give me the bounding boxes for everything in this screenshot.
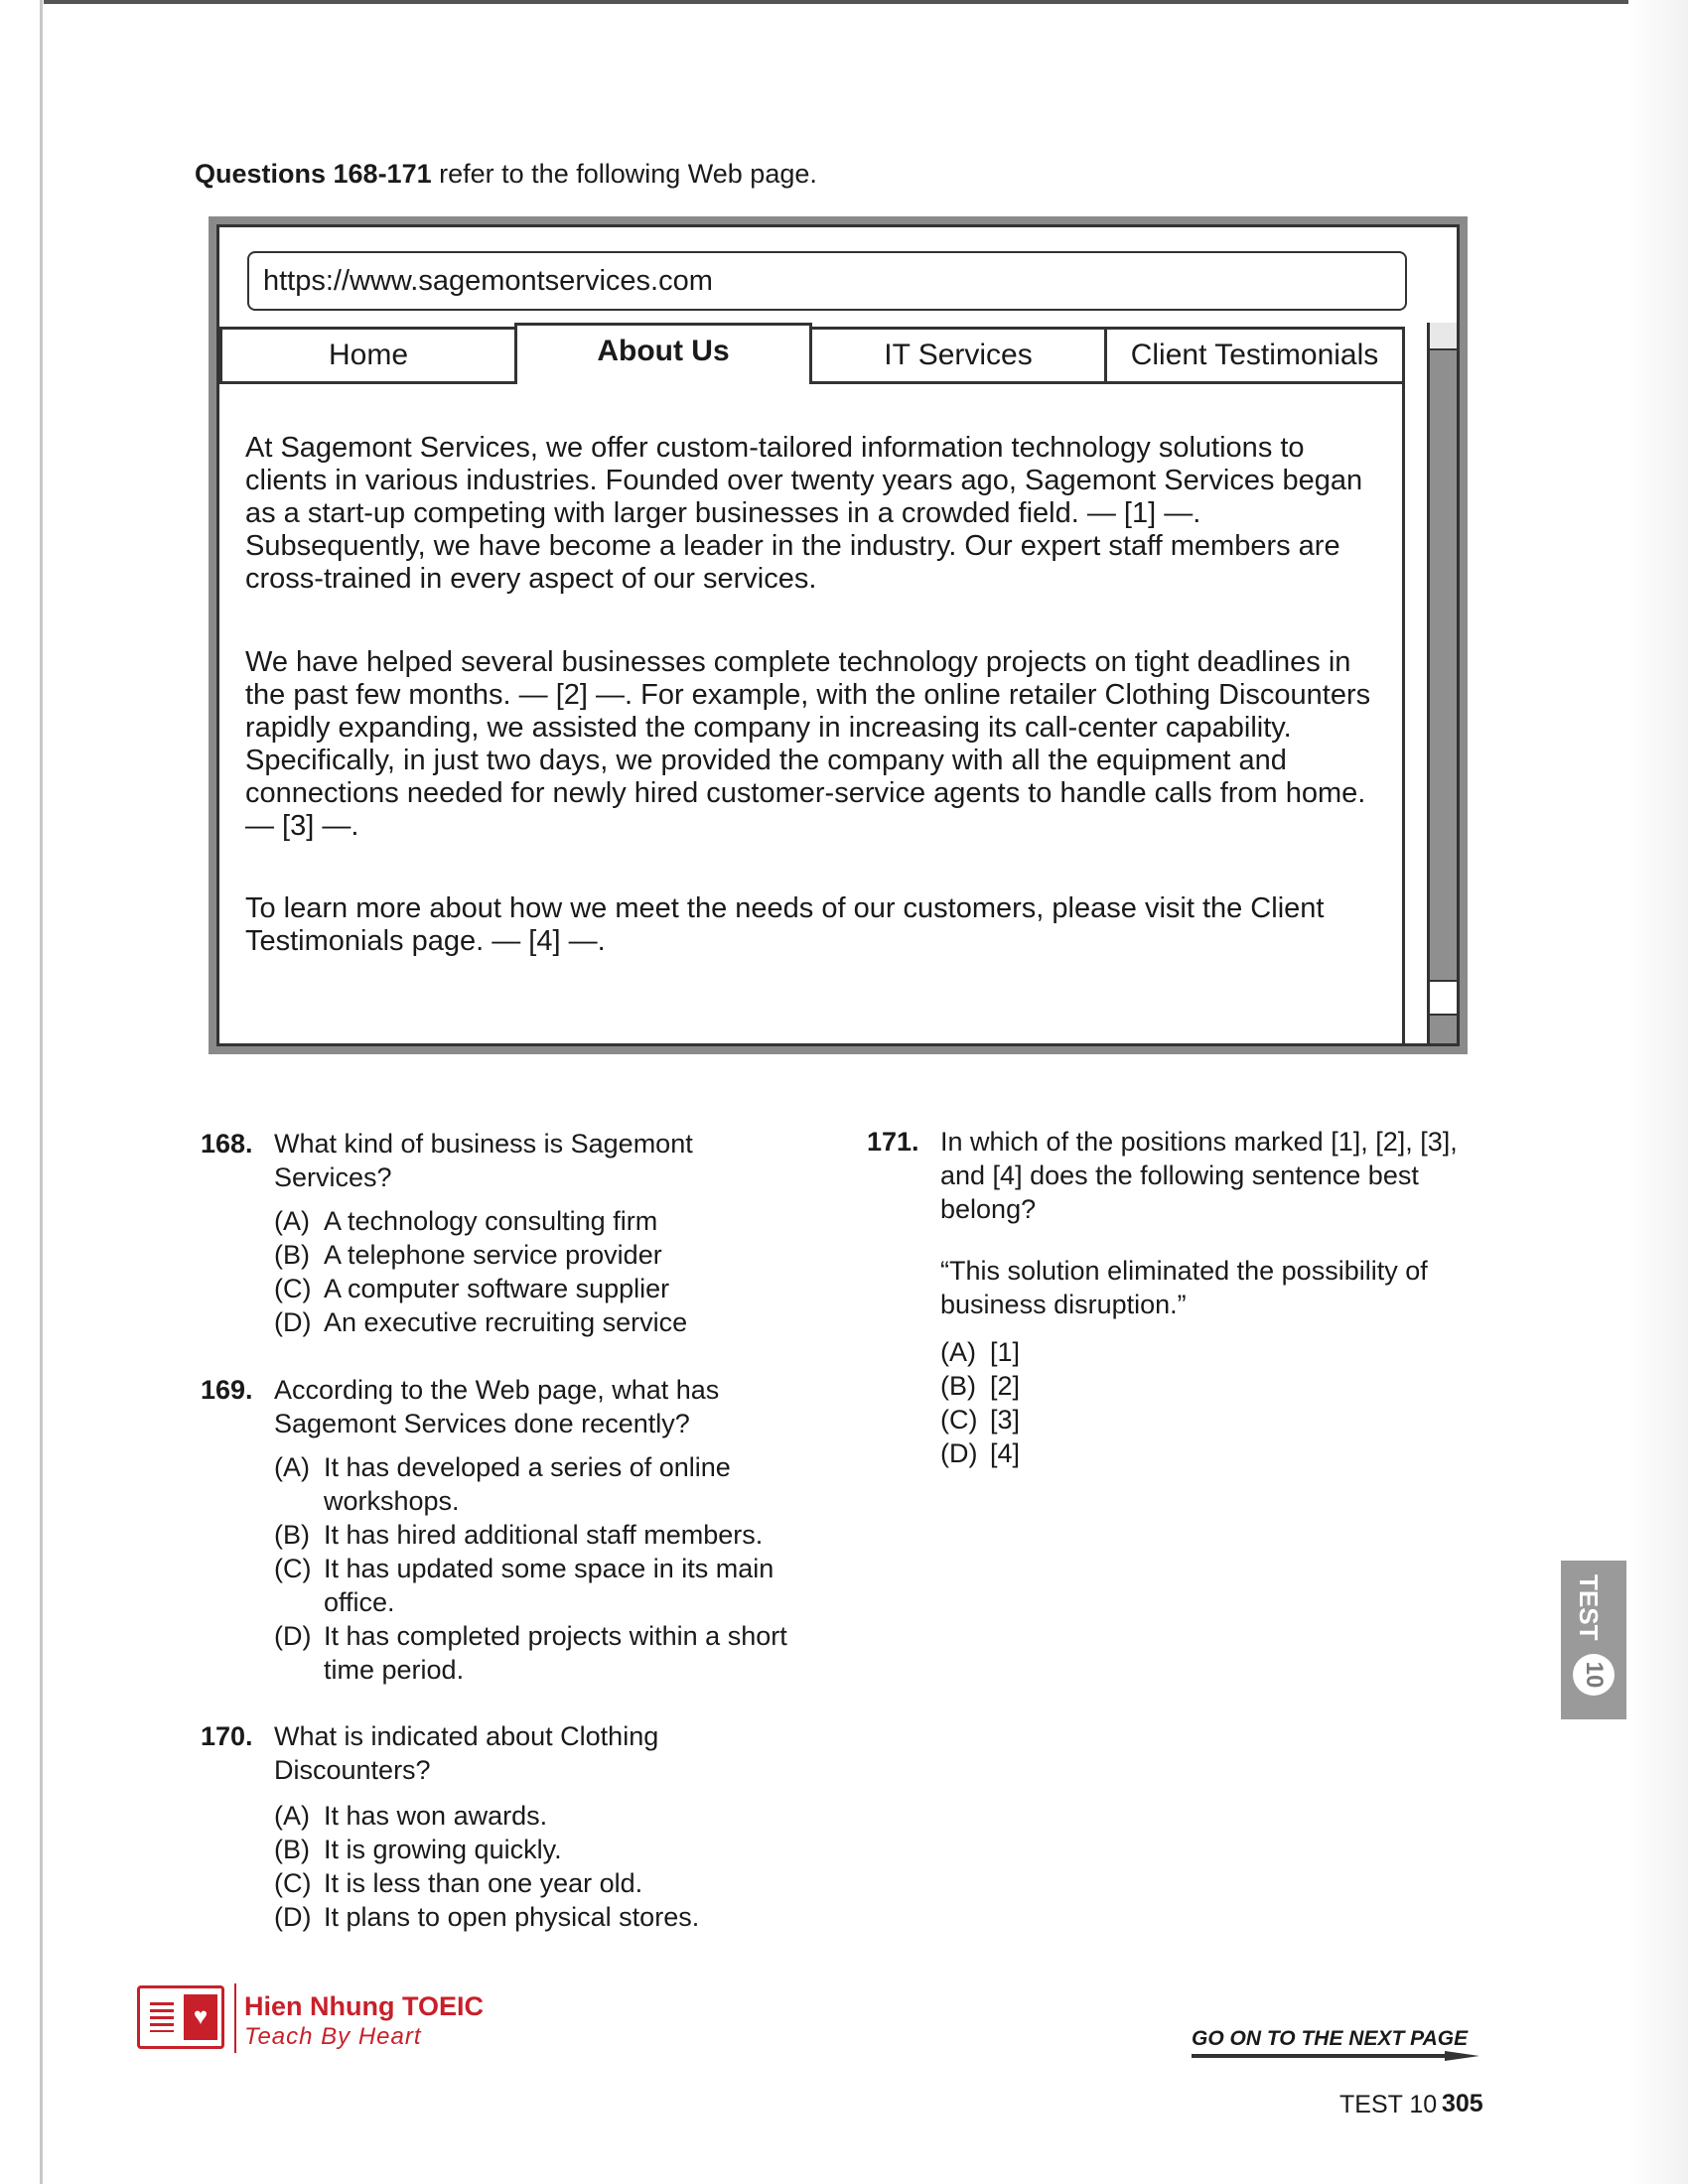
about-paragraph-3: To learn more about how we meet the needs of our customers, please visit the Client Testimonials page. — [4] —. bbox=[245, 892, 1325, 957]
option-a[interactable]: (A) It has won awards. bbox=[274, 1801, 548, 1831]
tab-home[interactable]: Home bbox=[219, 327, 517, 384]
tab-it-services[interactable]: IT Services bbox=[809, 327, 1107, 384]
nav-tabs bbox=[219, 327, 1405, 386]
option-a[interactable]: (A) [1] bbox=[940, 1337, 1021, 1367]
option-c[interactable]: (C) It is less than one year old. bbox=[274, 1868, 643, 1898]
option-d[interactable]: (D) It has completed projects within a short time period. bbox=[274, 1621, 787, 1685]
questions-intro bbox=[195, 159, 817, 190]
page-number: 305 bbox=[1442, 2090, 1483, 2117]
browser-frame bbox=[209, 216, 1468, 1054]
page-content bbox=[219, 384, 1405, 1043]
question-range: Questions 168-171 bbox=[195, 159, 432, 189]
option-b[interactable]: (B) It has hired additional staff members. bbox=[274, 1520, 764, 1550]
question-stem: What is indicated about Clothing Discounters? bbox=[274, 1721, 659, 1785]
question-stem: In which of the positions marked [1], [2], [3], and [4] does the following sentence best belong? bbox=[940, 1127, 1458, 1224]
option-b[interactable]: (B) A telephone service provider bbox=[274, 1240, 662, 1270]
top-border bbox=[44, 0, 1647, 4]
binding-edge bbox=[40, 0, 43, 2184]
tab-client-testimonials[interactable]: Client Testimonials bbox=[1104, 327, 1405, 384]
question-stem: What kind of business is Sagemont Services? bbox=[274, 1129, 693, 1192]
answer-options bbox=[940, 1335, 1139, 1470]
option-d[interactable]: (D) It plans to open physical stores. bbox=[274, 1902, 700, 1932]
question-stem: According to the Web page, what has Sagemont Services done recently? bbox=[274, 1375, 720, 1438]
question-number: 170. bbox=[201, 1721, 253, 1751]
address-bar[interactable]: https://www.sagemontservices.com bbox=[247, 251, 1407, 311]
option-a[interactable]: (A) It has developed a series of online workshops. bbox=[274, 1452, 731, 1516]
scroll-down-button[interactable] bbox=[1430, 980, 1457, 1016]
answer-options bbox=[274, 1450, 810, 1687]
logo-divider bbox=[234, 1983, 236, 2053]
test-side-tab bbox=[1561, 1561, 1626, 1719]
right-arrow-icon bbox=[1192, 2051, 1479, 2061]
option-b[interactable]: (B) It is growing quickly. bbox=[274, 1835, 562, 1864]
question-quote: “This solution eliminated the possibility of business disruption.” bbox=[940, 1256, 1428, 1319]
brand-name: Hien Nhung TOEIC bbox=[244, 1991, 484, 2021]
tab-about-us[interactable]: About Us bbox=[514, 323, 812, 384]
answer-options bbox=[274, 1204, 741, 1339]
option-d[interactable]: (D) [4] bbox=[940, 1438, 1021, 1468]
question-number: 169. bbox=[201, 1375, 253, 1405]
footer-test-label: TEST 10 bbox=[1339, 2091, 1438, 2118]
heart-icon: ♥ bbox=[184, 1994, 217, 2040]
option-c[interactable]: (C) It has updated some space in its main office. bbox=[274, 1554, 774, 1617]
about-paragraph-2: We have helped several businesses complete technology projects on tight deadlines in the past few months. — [2] —. For example, with the online retailer Clothing Discounters rapidly expanding, we assisted the company in increasing its call-center capability. Specifically, in just two days, we provided the company with all the equipment and connections needed for newly hired customer-service agents to handle calls from home. — [3] —. bbox=[245, 646, 1371, 842]
question-number: 171. bbox=[867, 1127, 919, 1157]
browser-window bbox=[216, 224, 1460, 1046]
brand-tagline: Teach By Heart bbox=[244, 2023, 422, 2050]
option-c[interactable]: (C) A computer software supplier bbox=[274, 1274, 670, 1303]
intro-text: refer to the following Web page. bbox=[439, 159, 817, 189]
scrollbar[interactable] bbox=[1427, 323, 1457, 1043]
side-tab-label: TEST bbox=[1574, 1574, 1604, 1641]
answer-options bbox=[274, 1799, 810, 1934]
side-tab-number: 10 bbox=[1573, 1654, 1615, 1696]
option-c[interactable]: (C) [3] bbox=[940, 1405, 1021, 1434]
next-page-label: GO ON TO THE NEXT PAGE bbox=[1192, 2027, 1469, 2050]
about-paragraph-1: At Sagemont Services, we offer custom-tailored information technology solutions to clients in various industries. Founded over twenty years ago, Sagemont Services began as a start-up competing with larger businesses in a crowded field. — [1] —. Subsequently, we have become a leader in the industry. Our expert staff members are cross-trained in every aspect of our services. bbox=[245, 432, 1363, 595]
option-a[interactable]: (A) A technology consulting firm bbox=[274, 1206, 658, 1236]
page-edge-shadow bbox=[1628, 0, 1688, 2184]
question-number: 168. bbox=[201, 1129, 253, 1159]
scroll-up-button[interactable] bbox=[1430, 323, 1457, 350]
book-lines-icon bbox=[150, 2002, 174, 2032]
option-b[interactable]: (B) [2] bbox=[940, 1371, 1021, 1401]
option-d[interactable]: (D) An executive recruiting service bbox=[274, 1307, 688, 1337]
book-logo-icon bbox=[137, 1985, 224, 2049]
